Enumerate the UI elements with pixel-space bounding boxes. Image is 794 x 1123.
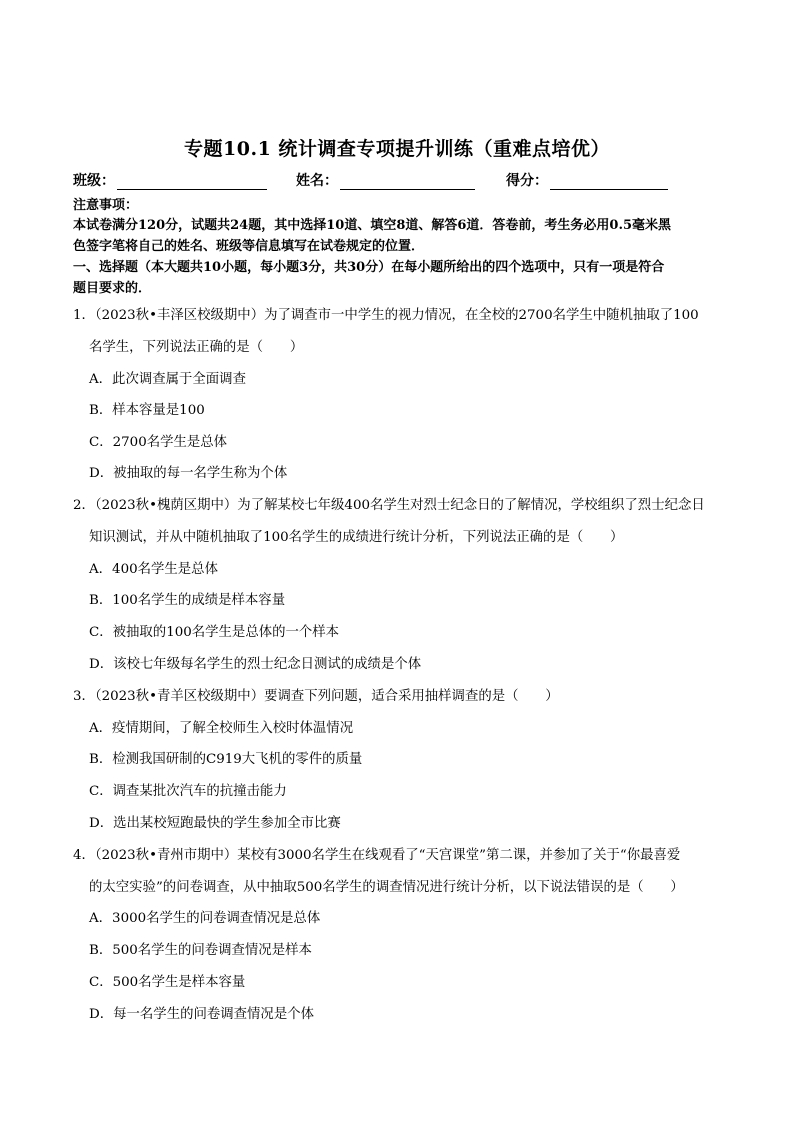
question-4-option-b: B．500名学生的问卷调查情况是样本 [89,943,312,958]
question-1-stem-line-2: 名学生，下列说法正确的是（ ） [89,340,304,355]
score-field [506,170,668,190]
notes-heading: 注意事项： [73,198,139,213]
name-blank [340,175,475,190]
question-4-stem-line-1: 4．（2023秋•青州市期中）某校有3000名学生在线观看了“天宫课堂”第二课，并参加了关于“你最喜爱 [73,848,681,863]
question-4-option-d: D．每一名学生的问卷调查情况是个体 [89,1007,314,1022]
question-3-option-a: A．疫情期间，了解全校师生入校时体温情况 [89,721,354,736]
question-3-option-c: C．调查某批次汽车的抗撞击能力 [89,784,287,799]
section-heading-line-2: 题目要求的． [73,281,152,296]
question-4-stem-line-2: 的太空实验”的问卷调查，从中抽取500名学生的调查情况进行统计分析，以下说法错误的是（ ） [89,880,684,895]
question-1-option-b: B．样本容量是100 [89,403,205,418]
class-blank [117,175,267,190]
question-1-option-a: A．此次调查属于全面调查 [89,372,246,387]
question-2-stem-line-2: 知识测试，并从中随机抽取了100名学生的成绩进行统计分析，下列说法正确的是（ ） [89,530,624,545]
notes-line-1: 本试卷满分120分，试题共24题，其中选择10道、填空8道、解答6道．答卷前，考生务必用0.5毫米黑 [73,218,672,233]
question-2-option-b: B．100名学生的成绩是样本容量 [89,593,286,608]
question-2-option-c: C．被抽取的100名学生是总体的一个样本 [89,625,340,640]
student-info-row [73,170,723,192]
question-2-option-d: D．该校七年级每名学生的烈士纪念日测试的成绩是个体 [89,657,422,672]
name-field [296,170,475,190]
class-field [73,170,267,190]
question-2-option-a: A．400名学生是总体 [89,562,218,577]
question-3-option-b: B．检测我国研制的C919大飞机的零件的质量 [89,752,363,767]
question-2-stem-line-1: 2．（2023秋•槐荫区期中）为了解某校七年级400名学生对烈士纪念日的了解情况，学校组织了烈士纪念日 [73,498,705,513]
notes-line-2: 色签字笔将自己的姓名、班级等信息填写在试卷规定的位置． [73,239,425,254]
question-4-option-c: C．500名学生是样本容量 [89,975,246,990]
question-1-option-c: C．2700名学生是总体 [89,435,228,450]
question-4-option-a: A．3000名学生的问卷调查情况是总体 [89,911,321,926]
question-3-stem-line-1: 3．（2023秋•青羊区校级期中）要调查下列问题，适合采用抽样调查的是（ ） [73,689,559,704]
class-label: 班级： [73,173,115,189]
question-1-stem-line-1: 1．（2023秋•丰泽区校级期中）为了调查市一中学生的视力情况，在全校的2700名学生中随机抽取了100 [73,308,699,323]
question-1-option-d: D．被抽取的每一名学生称为个体 [89,466,288,481]
question-3-option-d: D．选出某校短跑最快的学生参加全市比赛 [89,816,341,831]
score-blank [550,175,668,190]
score-label: 得分： [506,173,548,189]
page-title: 专题10.1 统计调查专项提升训练（重难点培优） [184,138,610,160]
section-heading-line-1: 一、选择题（本大题共10小题，每小题3分，共30分）在每小题所给出的四个选项中，只有一项是符合 [73,260,665,275]
name-label: 姓名： [296,173,338,189]
